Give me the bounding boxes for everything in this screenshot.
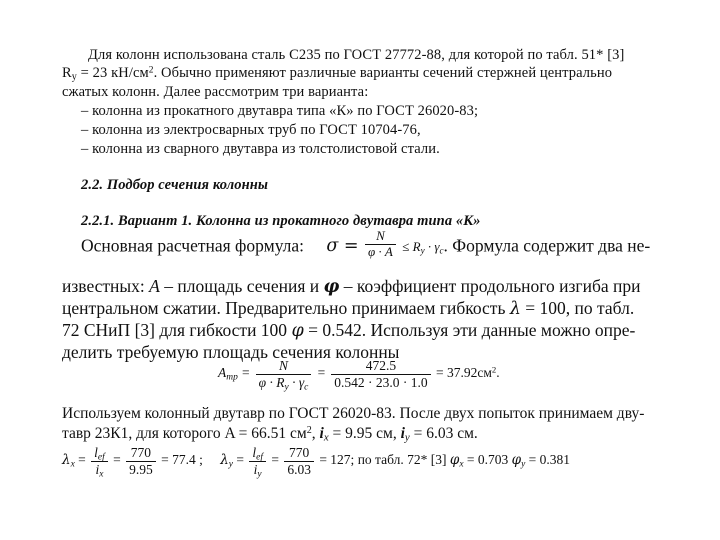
sigma-symbol: σ = <box>326 236 359 257</box>
stress-rhs-gamma: · γ <box>424 239 440 255</box>
intro-line-2 <box>62 65 612 82</box>
req-result: = 37.92см <box>432 365 492 381</box>
para1-l4-b: = 0.542. Используя эти данные можно опре- <box>303 320 636 340</box>
intro-ry-value: = 23 кН/см <box>76 65 149 81</box>
stress-fraction <box>365 229 396 260</box>
iy-value: = 6.03 см. <box>409 425 478 442</box>
lambda-x-symbol: λ <box>62 452 71 469</box>
phi-x-sub: x <box>459 459 464 470</box>
required-area-formula <box>218 358 500 390</box>
para1-line-4 <box>62 320 635 341</box>
req-fraction-den: φ · R <box>258 374 285 390</box>
ix-den-symbol: i <box>95 461 100 477</box>
para2-sep: , <box>311 425 320 442</box>
req-fraction-num-value: 472.5 <box>331 358 430 375</box>
intro-list-item: – колонна из электросварных труб по ГОСТ 10704-76, <box>81 122 421 138</box>
lef-sub: ef <box>256 452 263 463</box>
section-heading: 2.2. Подбор сечения колонны <box>81 177 269 193</box>
lambda-x-fraction-numeric <box>126 445 156 477</box>
lambda-x-eq-2: = <box>109 452 121 468</box>
intro-ry-sup: 2 <box>148 65 154 76</box>
para2-area-sup: 2 <box>306 424 312 436</box>
para1-l4-a: 72 СНиП [3] для гибкости 100 <box>62 320 292 340</box>
para2-area: тавр 23К1, для которого A = 66.51 см <box>62 425 307 442</box>
intro-line-1: Для колонн использована сталь С235 по ГОСТ 27772-88, для которой по табл. 51* [3] <box>88 47 625 63</box>
iy-symbol: i <box>400 425 405 442</box>
ix-den-sub: x <box>99 468 104 479</box>
iy-den-sub: y <box>257 468 262 479</box>
lef-sub: ef <box>97 452 105 463</box>
ix-sub: x <box>323 431 329 444</box>
table-ref: по табл. 72* [3] <box>354 452 450 468</box>
para2-line-1: Используем колонный двутавр по ГОСТ 26020-83. После двух попыток принимаем дву- <box>62 405 645 422</box>
lambda-y-den: 6.03 <box>287 461 311 477</box>
lambda-symbol: λ <box>509 299 521 319</box>
req-fraction-num: N <box>256 358 312 375</box>
req-fraction-den-gamma-sub: c <box>304 381 309 392</box>
para1-line-5: делить требуемую площадь сечения колонны <box>62 342 400 362</box>
phi-y-symbol: φ <box>511 452 522 469</box>
phi-y-value: = 0.381 <box>525 452 571 468</box>
lambda-y-num: 770 <box>284 445 314 462</box>
para1-l2-c: – коэффициент продольного изгиба при <box>339 276 641 296</box>
para1-line-1 <box>81 228 651 263</box>
lambda-y-eq: = <box>232 452 244 468</box>
stress-fraction-den: φ · A <box>367 243 393 259</box>
phi-symbol: φ <box>291 321 304 341</box>
para1-line-2 <box>62 276 641 297</box>
req-fraction-den-sub: у <box>284 381 289 392</box>
para1-l2-a: известных: <box>62 276 150 296</box>
lef-symbol: l <box>94 445 98 460</box>
lambda-x-den: 9.95 <box>129 461 153 477</box>
req-result-dot: . <box>496 365 500 381</box>
area-symbol: A <box>149 276 160 296</box>
intro-line-2-rest: . Обычно применяют различные варианты сечений стержней центрально <box>153 65 613 81</box>
lambda-x-eq: = <box>74 452 86 468</box>
lambda-x-num: 770 <box>126 445 156 462</box>
phi-x-symbol: φ <box>449 452 460 469</box>
req-area-lhs-sub: тр <box>226 372 238 383</box>
req-equals: = <box>237 365 251 381</box>
lambda-x-sub: x <box>70 459 75 470</box>
intro-ry: R <box>62 65 72 81</box>
phi-y-sub: y <box>521 459 526 470</box>
stress-rhs-gamma-sub: c <box>439 245 444 256</box>
intro-list-item: – колонна из прокатного двутавра типа «К» по ГОСТ 26020-83; <box>81 103 479 119</box>
lambda-y-result: = 127; <box>315 452 355 468</box>
req-equals-2: = <box>313 365 326 381</box>
ix-symbol: i <box>319 425 324 442</box>
iy-den-symbol: i <box>253 461 258 477</box>
req-fraction-den-value: 0.542 · 23.0 · 1.0 <box>334 374 428 390</box>
lambda-y-fraction-numeric <box>284 445 314 477</box>
para1-l3-a: центральном сжатии. Предварительно принимаем гибкость <box>62 298 510 318</box>
subsection-heading: 2.2.1. Вариант 1. Колонна из прокатного двутавра типа «К» <box>81 213 481 229</box>
req-fraction-numeric <box>331 358 430 390</box>
intro-ry-sub: у <box>71 71 77 83</box>
iy-sub: y <box>404 431 410 444</box>
lambda-y-symbol: λ <box>220 452 229 469</box>
lambda-x-result: = 77.4 ; <box>157 452 203 468</box>
para2-line-2 <box>62 425 478 443</box>
lef-symbol: l <box>252 445 257 460</box>
para1-line-1-tail: . Формула содержит два не- <box>443 235 651 256</box>
phi-symbol: φ <box>323 277 340 297</box>
stress-rhs-sub: у <box>420 245 425 256</box>
lambda-y-fraction-symbolic <box>249 445 266 477</box>
para1-line-3 <box>62 298 634 319</box>
para1-lead: Основная расчетная формула: <box>81 235 305 256</box>
req-fraction-den-gamma: · γ <box>288 374 305 390</box>
lambda-y-sub: y <box>228 459 233 470</box>
slenderness-formula <box>62 445 570 477</box>
stress-fraction-num: N <box>365 229 396 245</box>
phi-x-value: = 0.703 <box>463 452 512 468</box>
lambda-x-fraction-symbolic <box>91 445 108 477</box>
para1-l2-b: – площадь сечения и <box>159 276 324 296</box>
req-fraction-symbolic <box>256 358 312 390</box>
stress-rhs: ≤ R <box>402 239 421 255</box>
para1-l3-b: = 100, по табл. <box>520 298 635 318</box>
req-result-sup: 2 <box>491 364 497 375</box>
intro-list-item: – колонна из сварного двутавра из толстолистовой стали. <box>81 141 440 157</box>
intro-line-3: сжатых колонн. Далее рассмотрим три варианта: <box>62 84 369 100</box>
ix-value: = 9.95 см, <box>328 425 401 442</box>
req-area-lhs: A <box>218 365 227 381</box>
lambda-y-eq-2: = <box>267 452 279 468</box>
